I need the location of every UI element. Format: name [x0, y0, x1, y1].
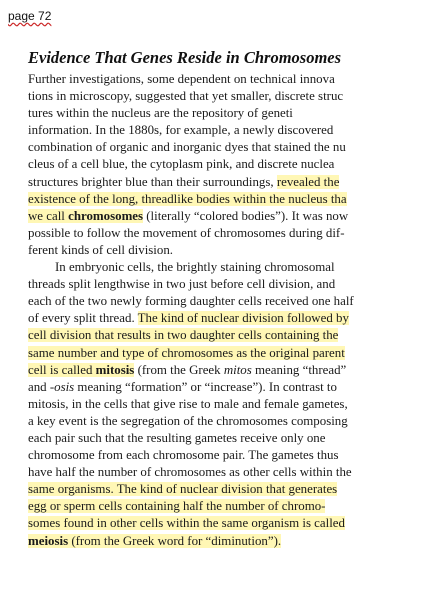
- text-line: each pair such that the resulting gametes receive only one: [28, 430, 326, 445]
- text-line: Further investigations, some dependent on technical innova: [28, 72, 335, 86]
- text-span: of every split thread.: [28, 311, 138, 326]
- text-line: possible to follow the movement of chromosomes during dif-: [28, 225, 345, 240]
- paragraph-first-line: In embryonic cells, the brightly staining chromosomal: [55, 260, 335, 275]
- text-line: [28, 379, 428, 396]
- text-line: [28, 515, 428, 532]
- highlighted-text: we call: [28, 208, 69, 223]
- section-heading: Evidence That Genes Reside in Chromosomes: [28, 48, 342, 67]
- text-line: tures within the nucleus are the repository of geneti: [28, 106, 293, 121]
- highlighted-text: (from the Greek word for “diminution”).: [68, 533, 282, 548]
- text-span: (literally “colored bodies”). It was now: [143, 208, 349, 223]
- highlighted-text: cell is called: [28, 362, 96, 377]
- text-line: tions in microscopy, suggested that yet smaller, discrete struc: [28, 89, 344, 104]
- text-line: [28, 362, 428, 379]
- highlighted-text: same organisms.: [28, 482, 117, 497]
- text-span: (from the Greek: [134, 362, 224, 377]
- highlighted-text: cell division that results in two daughter cells containing the: [28, 328, 339, 343]
- highlighted-text: revealed the: [276, 174, 340, 189]
- text-span: and -: [28, 379, 55, 394]
- page-number-label: page 72: [8, 9, 52, 23]
- text-line: [28, 327, 428, 344]
- text-span: structures brighter blue than their surroundings,: [28, 174, 277, 189]
- term-meiosis: meiosis: [28, 533, 69, 548]
- text-line: [28, 345, 428, 362]
- term-mitos: mitos: [223, 362, 252, 377]
- text-line: threads split lengthwise in two just before cell division, and: [28, 277, 336, 292]
- text-line: ferent kinds of cell division.: [28, 242, 173, 257]
- text-line: cleus of a cell blue, the cytoplasm pink, and discrete nuclea: [28, 157, 335, 172]
- text-span: meaning “thread”: [251, 362, 347, 377]
- highlighted-text: The kind of nuclear division followed by: [137, 311, 349, 326]
- term-chromosomes: chromosomes: [68, 208, 144, 223]
- text-line: [28, 310, 428, 327]
- text-line: [28, 533, 428, 550]
- text-line: [28, 481, 428, 498]
- text-line: mitosis, in the cells that give rise to male and female gametes,: [28, 396, 348, 411]
- text-line: chromosome from each chromosome pair. The gametes thus: [28, 448, 339, 463]
- text-line: each of the two newly forming daughter cells received one half: [28, 294, 354, 309]
- text-line: [28, 174, 428, 191]
- text-line: [28, 191, 428, 208]
- text-line: have half the number of chromosomes as other cells within the: [28, 465, 352, 480]
- text-line: combination of organic and inorganic dyes that stained the nu: [28, 140, 346, 155]
- highlighted-text: The kind of nuclear division that generates: [116, 482, 338, 497]
- text-line: [28, 498, 428, 515]
- term-osis: osis: [54, 379, 75, 394]
- highlighted-text: somes found in other cells within the same organism is called: [28, 516, 345, 531]
- text-span: meaning “formation” or “increase”). In contrast to: [74, 379, 337, 394]
- term-mitosis: mitosis: [95, 362, 135, 377]
- highlighted-text: egg or sperm cells containing half the number of chromo-: [28, 499, 326, 514]
- highlighted-text: existence of the long, threadlike bodies within the nucleus tha: [28, 191, 347, 206]
- text-line: [28, 208, 428, 225]
- highlighted-text: same number and type of chromosomes as the original parent: [28, 345, 345, 360]
- text-line: a key event is the segregation of the chromosomes composing: [28, 413, 348, 428]
- text-line: information. In the 1880s, for example, a newly discovered: [28, 123, 334, 138]
- body-text: [28, 71, 428, 550]
